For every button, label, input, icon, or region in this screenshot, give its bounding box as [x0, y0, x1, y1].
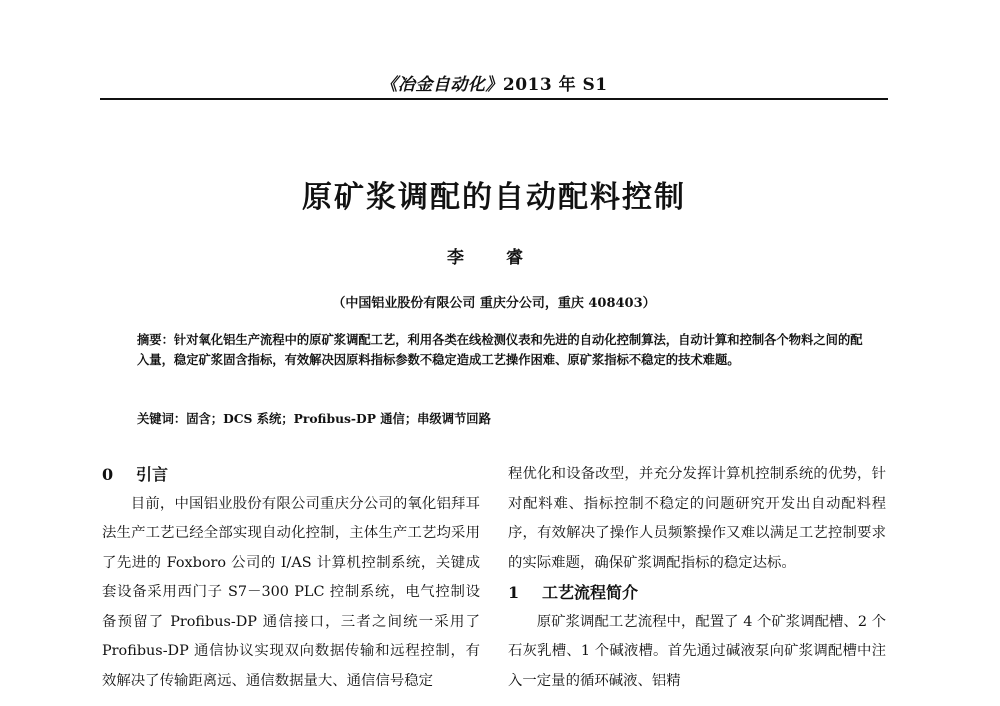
running-header	[100, 70, 888, 95]
journal-name: 《冶金自动化》	[380, 75, 503, 95]
process-paragraph: 原矿浆调配工艺流程中，配置了 4 个矿浆调配槽、2 个石灰乳槽、1 个碱液槽。首先通过碱液泵向矿浆调配槽中注入一定量的循环碱液、铝精	[508, 613, 886, 689]
author-name: 李 睿	[447, 248, 541, 268]
abstract-label: 摘要：	[137, 332, 174, 347]
introduction-paragraph: 目前，中国铝业股份有限公司重庆分公司的氧化铝拜耳法生产工艺已经全部实现自动化控制，主体生产工艺均采用了先进的 Foxboro 公司的 I/AS 计算机控制系统，关键成套设备采用西门子 S7－300 PLC 控制系统，电气控制设备预留了 Profibus-DP 通信接口，三者之间统一采用了 Profibus-DP 通信协议实现双向数据传输和远程控制，有效解决了传输距离远、通信数据量大、通信信号稳定	[102, 495, 480, 689]
section-heading-introduction	[102, 460, 480, 490]
right-column	[508, 460, 886, 696]
section-number: 1	[508, 583, 520, 602]
continued-paragraph: 程优化和设备改型，并充分发挥计算机控制系统的优势，针对配料难、指标控制不稳定的问题研究开发出自动配料程序，有效解决了操作人员频繁操作又难以满足工艺控制要求的实际难题，确保矿浆调配指标的稳定达标。	[508, 466, 886, 571]
author-affiliation: （中国铝业股份有限公司 重庆分公司，重庆 408403）	[332, 296, 656, 311]
keywords	[137, 409, 867, 429]
abstract-text: 针对氧化铝生产流程中的原矿浆调配工艺，利用各类在线检测仪表和先进的自动化控制算法，自动计算和控制各个物料之间的配入量，稳定矿浆固含指标，有效解决因原料指标参数不稳定造成工艺操作困难、原矿浆指标不稳定的技术难题。	[137, 332, 863, 367]
paper-title: 原矿浆调配的自动配料控制	[302, 180, 686, 215]
keywords-text: 固含；DCS 系统；Profibus-DP 通信；串级调节回路	[186, 411, 491, 426]
left-column	[102, 460, 480, 696]
section-heading-process	[508, 578, 886, 608]
section-title: 工艺流程简介	[542, 583, 639, 602]
header-rule	[100, 98, 888, 100]
section-title: 引言	[136, 465, 169, 484]
journal-issue: 2013 年 S1	[502, 75, 608, 95]
keywords-label: 关键词：	[137, 411, 187, 426]
abstract	[137, 330, 867, 370]
section-number: 0	[102, 465, 114, 484]
